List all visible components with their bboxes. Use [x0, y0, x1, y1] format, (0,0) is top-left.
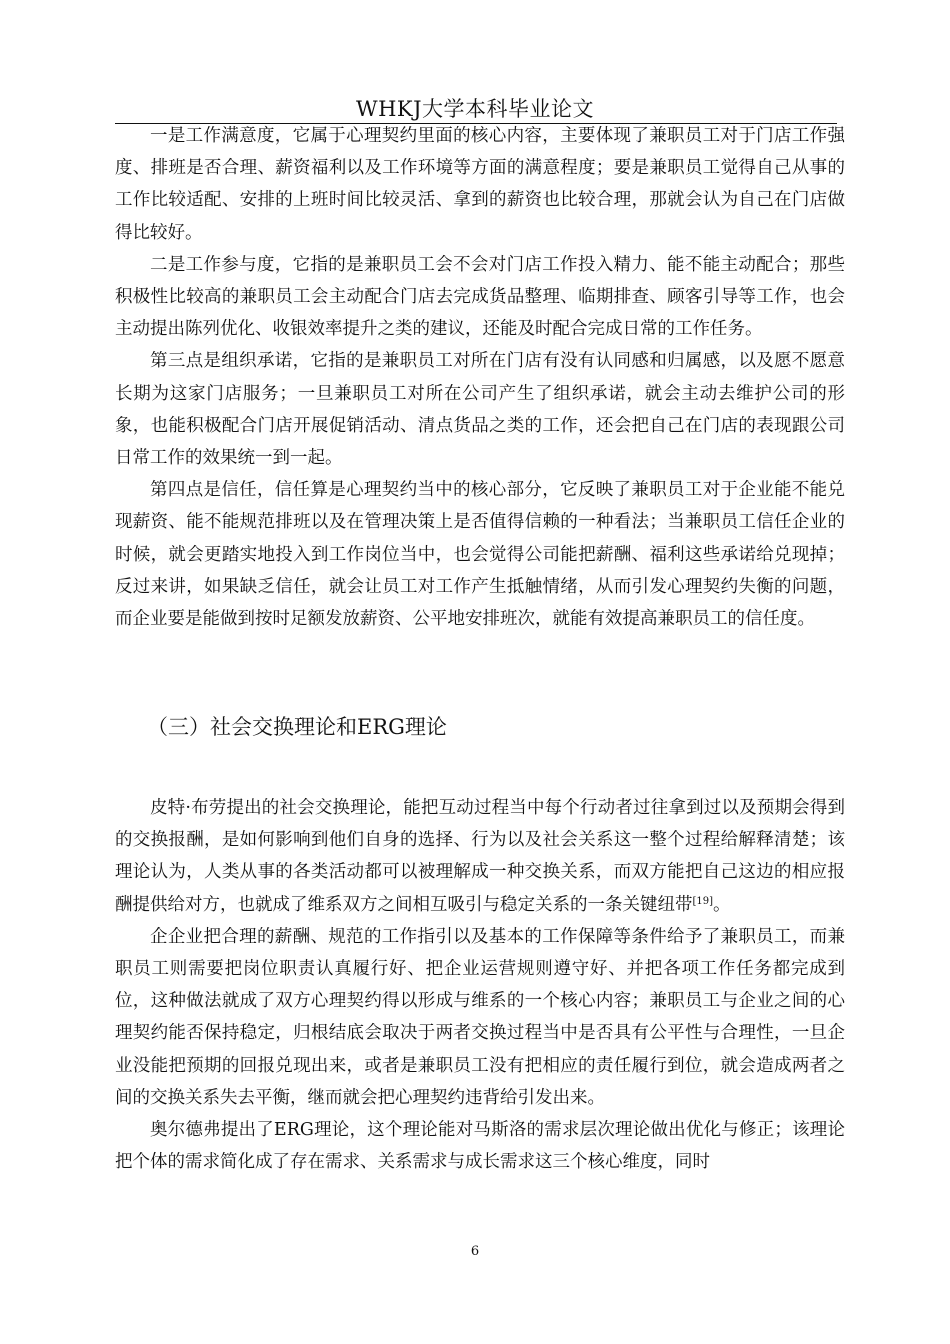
body-section-b	[115, 792, 845, 1178]
citation-marker: [19]	[692, 895, 714, 907]
body-paragraph-trust: 第四点是信任，信任算是心理契约当中的核心部分，它反映了兼职员工对于企业能不能兑现薪资、能不能规范排班以及在管理决策上是否值得信赖的一种看法；当兼职员工信任企业的时候，就会更踏实地投入到工作岗位当中，也会觉得公司能把薪酬、福利这些承诺给兑现掉；反过来讲，如果缺乏信任，就会让员工对工作产生抵触情绪，从而引发心理契约失衡的问题，而企业要是能做到按时足额发放薪资、公平地安排班次，就能有效提高兼职员工的信任度。	[115, 480, 845, 630]
body-paragraph-organizational-commitment: 第三点是组织承诺，它指的是兼职员工对所在门店有没有认同感和归属感，以及愿不愿意长期为这家门店服务；一旦兼职员工对所在公司产生了组织承诺，就会主动去维护公司的形象，也能积极配合门店开展促销活动、清点货品之类的工作，还会把自己在门店的表现跟公司日常工作的效果统一到一起。	[115, 351, 845, 469]
page-number: 6	[470, 1244, 480, 1259]
paragraph-tail: 。	[713, 894, 731, 915]
paragraph-text: 皮特·布劳提出的社会交换理论，能把互动过程当中每个行动者过往拿到过以及预期会得到的交换报酬，是如何影响到他们自身的选择、行为以及社会关系这一整个过程给解释清楚；该理论认为，人类从事的各类活动都可以被理解成一种交换关系，而双方能把自己这边的相应报酬提供给对方，也就成了维系双方之间相互吸引与稳定关系的一条关键纽带	[115, 798, 845, 915]
body-paragraph-job-satisfaction: 一是工作满意度，它属于心理契约里面的核心内容，主要体现了兼职员工对于门店工作强度、排班是否合理、薪资福利以及工作环境等方面的满意程度；要是兼职员工觉得自己从事的工作比较适配、安排的上班时间比较灵活、拿到的薪资也比较合理，那就会认为自己在门店做得比较好。	[115, 126, 845, 243]
body-paragraph-exchange-balance: 企企业把合理的薪酬、规范的工作指引以及基本的工作保障等条件给予了兼职员工，而兼职员工则需要把岗位职责认真履行好、把企业运营规则遵守好、并把各项工作任务都完成到位，这种做法就成了双方心理契约得以形成与维系的一个核心内容；兼职员工与企业之间的心理契约能否保持稳定，归根结底会取决于两者交换过程当中是否具有公平性与合理性，一旦企业没能把预期的回报兑现出来，或者是兼职员工没有把相应的责任履行到位，就会造成两者之间的交换关系失去平衡，继而就会把心理契约违背给引发出来。	[115, 926, 845, 1108]
body-section-a	[115, 120, 845, 635]
body-paragraph-erg-theory: 奥尔德弗提出了ERG理论，这个理论能对马斯洛的需求层次理论做出优化与修正；该理论把个体的需求简化成了存在需求、关系需求与成长需求这三个核心维度，同时	[115, 1120, 845, 1173]
body-paragraph-work-engagement: 二是工作参与度，它指的是兼职员工会不会对门店工作投入精力、能不能主动配合；那些积极性比较高的兼职员工会主动配合门店去完成货品整理、临期排查、顾客引导等工作，也会主动提出陈列优化、收银效率提升之类的建议，还能及时配合完成日常的工作任务。	[115, 254, 845, 340]
section-heading: （三）社会交换理论和ERG理论	[147, 715, 447, 739]
body-paragraph-social-exchange	[115, 792, 845, 921]
page-header-title: WHKJ大学本科毕业论文	[355, 97, 594, 121]
